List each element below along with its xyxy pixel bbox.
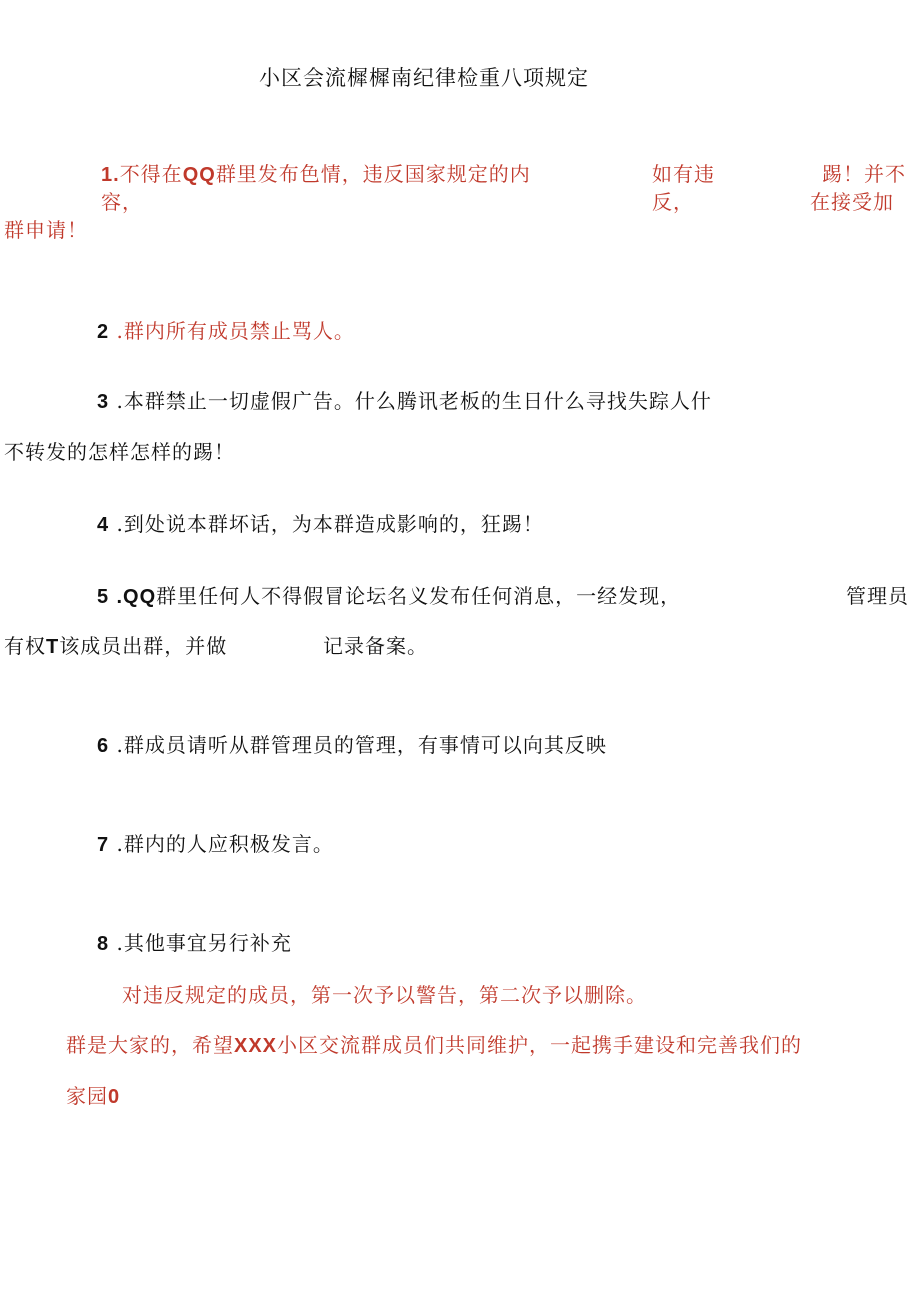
rule-5-cont-a: 有权 <box>4 634 46 658</box>
rule-5-text: 群里任何人不得假冒论坛名义发布任何消息，一经发现， <box>156 584 682 608</box>
rule-8-number: 8 <box>97 933 110 955</box>
rule-5-cont-t: T <box>46 636 60 658</box>
rule-2-number: 2 <box>97 321 110 343</box>
rule-1-number: 1. <box>101 164 120 186</box>
rule-5-text-right: 管理员 <box>846 584 909 608</box>
rule-3-text: .本群禁止一切虚假广告。什么腾讯老板的生日什么寻找失踪人什 <box>116 389 712 413</box>
rule-3-number: 3 <box>97 391 110 413</box>
rule-1-text-g: 在接受加 <box>810 190 894 214</box>
rule-5-number: 5 <box>97 586 110 608</box>
rule-8-text: .其他事宜另行补充 <box>116 931 292 955</box>
rule-7 <box>97 832 334 857</box>
rule-2-text: .群内所有成员禁止骂人。 <box>116 319 355 343</box>
rule-8 <box>97 931 292 956</box>
rule-4 <box>97 512 544 537</box>
rule-5-cont-c: 记录备案。 <box>323 634 428 658</box>
closing-line-2 <box>66 1084 120 1109</box>
closing-line-1 <box>66 1033 802 1058</box>
rule-5-cont-b: 该成员出群，并做 <box>59 634 228 658</box>
rule-1-line-1 <box>101 162 531 187</box>
closing-xxx: XXX <box>234 1035 278 1057</box>
rule-1-qq: QQ <box>182 164 216 186</box>
closing-zero: 0 <box>108 1086 121 1108</box>
rule-7-number: 7 <box>97 834 110 856</box>
rule-7-text: .群内的人应积极发言。 <box>116 832 334 856</box>
rule-5 <box>97 584 681 609</box>
closing-text-a: 群是大家的，希望 <box>66 1033 234 1057</box>
rule-1-text-h: 群申请！ <box>4 218 88 242</box>
rule-4-text: .到处说本群坏话，为本群造成影响的，狂踢！ <box>116 512 544 536</box>
rule-1-text-f: 踢！并不 <box>822 162 906 186</box>
rule-1-text-d: 如有违 <box>652 162 715 186</box>
document-title: 小区会流樨樨南纪律检重八项规定 <box>259 66 589 90</box>
rule-3-continuation: 不转发的怎样怎样的踢！ <box>4 440 235 464</box>
rule-5-continuation <box>4 634 227 659</box>
rule-6-text: .群成员请听从群管理员的管理，有事情可以向其反映 <box>116 733 607 757</box>
rule-6-number: 6 <box>97 735 110 757</box>
rule-5-qq: .QQ <box>116 586 157 608</box>
rule-4-number: 4 <box>97 514 110 536</box>
rule-3 <box>97 389 712 414</box>
rule-1-text-e: 反， <box>652 190 694 214</box>
rule-2 <box>97 319 355 344</box>
rule-6 <box>97 733 607 758</box>
rule-1-text-b: 群里发布色情，违反国家规定的内 <box>215 162 531 186</box>
closing-text-b: 小区交流群成员们共同维护，一起携手建设和完善我们的 <box>277 1033 803 1057</box>
rule-1-text-a: 不得在 <box>119 162 183 186</box>
rule-1-text-c: 容， <box>101 190 143 214</box>
closing-text-c: 家园 <box>66 1084 108 1108</box>
penalty-note: 对违反规定的成员，第一次予以警告，第二次予以删除。 <box>122 983 647 1007</box>
